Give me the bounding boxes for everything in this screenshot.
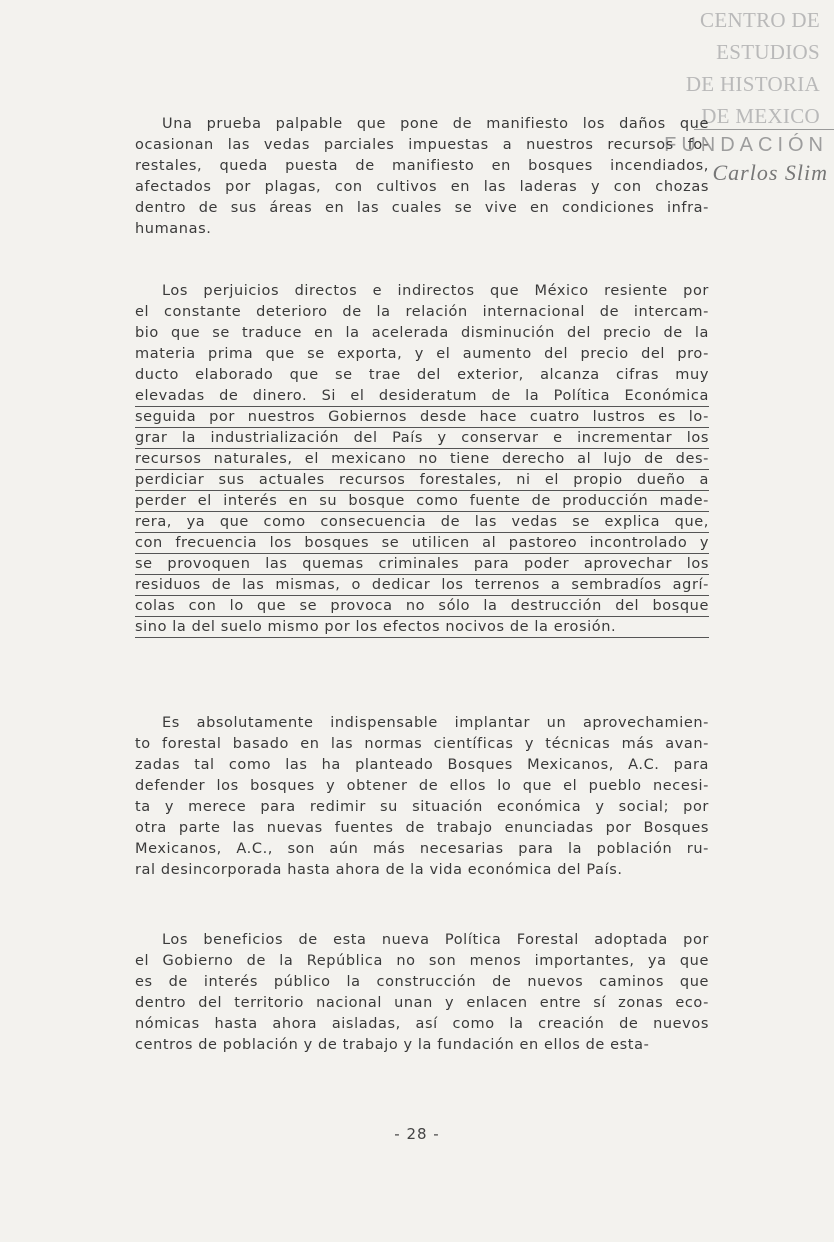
text-line: dentro del territorio nacional unan y enlacen entre sí zonas eco- [135, 995, 709, 1011]
text-line: rera, ya que como consecuencia de las vedas se explica que, [135, 512, 709, 533]
text-line: Mexicanos, A.C., son aún más necesarias para la población ru- [135, 841, 709, 857]
text-line: Una prueba palpable que pone de manifiesto los daños que [162, 116, 709, 132]
text-line: bio que se traduce en la acelerada disminución del precio de la [135, 325, 709, 341]
text-line: con frecuencia los bosques se utilicen al pastoreo incontrolado y [135, 533, 709, 554]
text-line: zadas tal como las ha planteado Bosques Mexicanos, A.C. para [135, 757, 709, 773]
foundation-stamp: FUNDACIÓN [664, 134, 828, 156]
text-line: nómicas hasta ahora aisladas, así como la creación de nuevos [135, 1016, 709, 1032]
paragraph-2 [135, 281, 709, 638]
text-line: defender los bosques y obtener de ellos lo que el pueblo necesi- [135, 778, 709, 794]
text-line: otra parte las nuevas fuentes de trabajo enunciadas por Bosques [135, 820, 709, 836]
stamp-line: DE HISTORIA [685, 72, 820, 96]
text-line: grar la industrialización del País y conservar e incrementar los [135, 428, 709, 449]
text-line: perder el interés en su bosque como fuente de producción made- [135, 491, 709, 512]
text-line: materia prima que se exporta, y el aumento del precio del pro- [135, 346, 709, 362]
text-line: ral desincorporada hasta ahora de la vida económica del País. [135, 862, 623, 878]
paragraph-3 [135, 713, 709, 881]
page-number: - 28 - [394, 1125, 440, 1143]
stamp-signature: Carlos Slim [712, 160, 828, 185]
text-line: dentro de sus áreas en las cuales se vive en condiciones infra- [135, 200, 709, 216]
text-line: residuos de las mismas, o dedicar los terrenos a sembradíos agrí- [135, 575, 709, 596]
text-line: se provoquen las quemas criminales para poder aprovechar los [135, 554, 709, 575]
text-line: elevadas de dinero. Si el desideratum de la Política Económica [135, 386, 709, 407]
text-line: restales, queda puesta de manifiesto en bosques incendiados, [135, 158, 709, 174]
text-line: recursos naturales, el mexicano no tiene derecho al lujo de des- [135, 449, 709, 470]
text-line: seguida por nuestros Gobiernos desde hace cuatro lustros es lo- [135, 407, 709, 428]
text-line: Es absolutamente indispensable implantar un aprovechamien- [162, 715, 709, 731]
text-line: ta y merece para redimir su situación económica y social; por [135, 799, 709, 815]
stamp-divider [694, 129, 834, 130]
stamp-line: CENTRO DE [700, 8, 820, 32]
paragraph-1 [135, 114, 709, 240]
text-line: es de interés público la construcción de nuevos caminos que [135, 974, 709, 990]
stamp-line: ESTUDIOS [716, 40, 820, 64]
text-line: Los beneficios de esta nueva Política Forestal adoptada por [162, 932, 709, 948]
text-line: perdiciar sus actuales recursos forestales, ni el propio dueño a [135, 470, 709, 491]
text-line: ocasionan las vedas parciales impuestas a nuestros recursos fo- [135, 137, 709, 153]
text-line: sino la del suelo mismo por los efectos nocivos de la erosión. [135, 617, 709, 638]
text-line: el constante deterioro de la relación internacional de intercam- [135, 304, 709, 320]
text-line: to forestal basado en las normas científicas y técnicas más avan- [135, 736, 709, 752]
text-line: Los perjuicios directos e indirectos que México resiente por [162, 283, 709, 299]
text-line: el Gobierno de la República no son menos importantes, ya que [135, 953, 709, 969]
text-line: humanas. [135, 221, 212, 237]
text-line: centros de población y de trabajo y la fundación en ellos de esta- [135, 1037, 650, 1053]
text-line: ducto elaborado que se trae del exterior, alcanza cifras muy [135, 367, 709, 383]
text-line: afectados por plagas, con cultivos en las laderas y con chozas [135, 179, 709, 195]
stamp-line: DE MEXICO [701, 104, 820, 128]
archive-stamp [686, 4, 820, 132]
paragraph-4 [135, 930, 709, 1056]
text-line: colas con lo que se provoca no sólo la destrucción del bosque [135, 596, 709, 617]
